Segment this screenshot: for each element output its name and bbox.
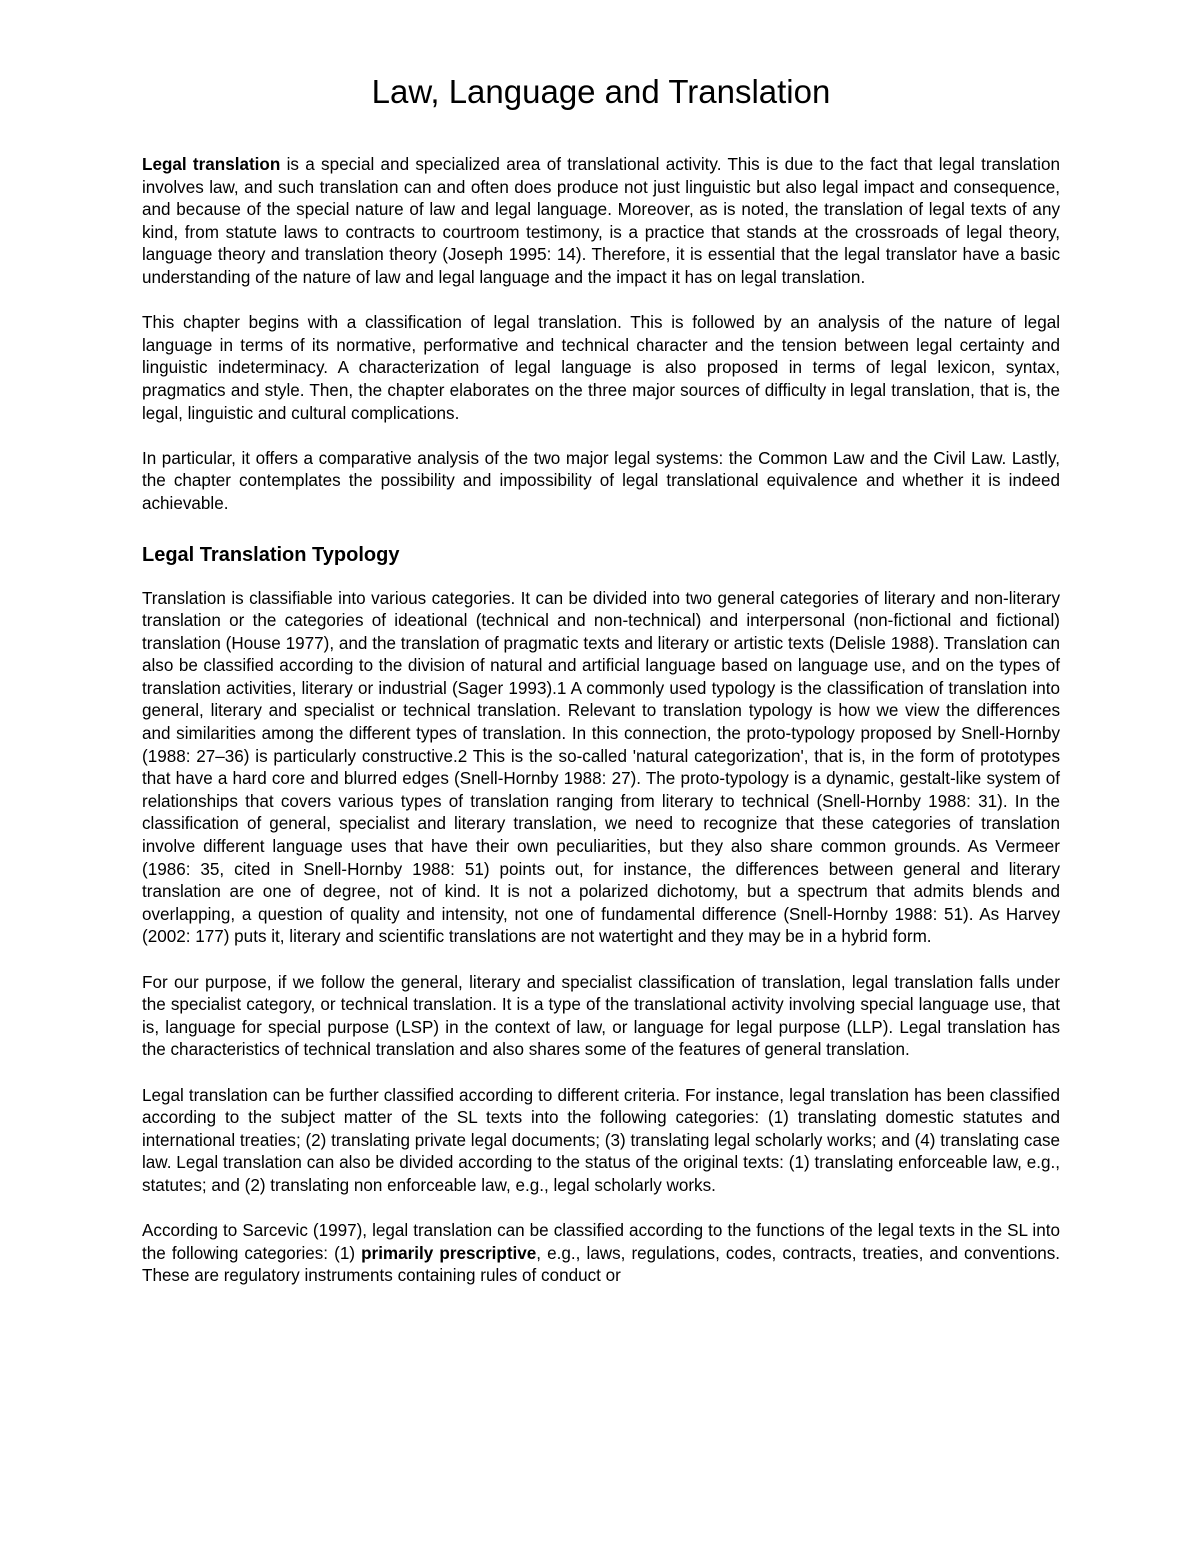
paragraph-sarcevic [142, 1220, 1060, 1288]
bold-term-primarily-prescriptive: primarily prescriptive [361, 1243, 537, 1263]
paragraph-chapter-overview: This chapter begins with a classification of legal translation. This is followed by an analysis of the nature of legal language in terms of its normative, performative and technical character and the tension between legal certainty and linguistic indeterminacy. A characterization of legal language is also proposed in terms of legal lexicon, syntax, pragmatics and style. Then, the chapter elaborates on the three major sources of difficulty in legal translation, that is, the legal, linguistic and cultural complications. [142, 313, 1060, 423]
bold-term-legal-translation: Legal translation [142, 155, 281, 174]
paragraph-comparative-analysis: In particular, it offers a comparative analysis of the two major legal systems: the Common Law and the Civil Law. Lastly, the chapter contemplates the possibility and impossibility of legal translational equivalence and whether it is indeed achievable. [142, 448, 1060, 513]
paragraph-typology: Translation is classifiable into various categories. It can be divided into two general categories of literary and non-literary translation or the categories of ideational (technical and non-technical) and interpersonal (non-fictional and fictional) translation (House 1977), and the translation of pragmatic texts and literary or artistic texts (Delisle 1988). Translation can also be classified according to the division of natural and artificial language based on language use, and on the types of translation activities, literary or industrial (Sager 1993).1 A commonly used typology is the classification of translation into general, literary and specialist or technical translation. Relevant to translation typology is how we view the differences and similarities among the different types of translation. In this connection, the proto-typology proposed by Snell-Hornby (1988: 27–36) is particularly constructive.2 This is the so-called 'natural categorization', that is, in the form of prototypes that have a hard core and blurred edges (Snell-Hornby 1988: 27). The proto-typology is a dynamic, gestalt-like system of relationships that covers various types of translation ranging from literary to technical (Snell-Hornby 1988: 31). In the classification of general, specialist and literary translation, we need to recognize that these categories of translation involve different language uses that have their own peculiarities, but they also share common grounds. As Vermeer (1986: 35, cited in Snell-Hornby 1988: 51) points out, for instance, the differences between general and literary translation are one of degree, not of kind. It is not a polarized dichotomy, but a spectrum that admits blends and overlapping, a question of quality and intensity, not one of fundamental difference (Snell-Hornby 1988: 51). As Harvey (2002: 177) puts it, literary and scientific translations are not watertight and they may be in a hybrid form. [142, 588, 1060, 947]
paragraph-intro [142, 154, 1060, 290]
document-page [142, 70, 1060, 1311]
document-title: Law, Language and Translation [371, 73, 831, 110]
paragraph-purpose: For our purpose, if we follow the general, literary and specialist classification of translation, legal translation falls under the specialist category, or technical translation. It is a type of the translational activity involving special language use, that is, language for special purpose (LSP) in the context of law, or language for legal purpose (LLP). Legal translation has the characteristics of technical translation and also shares some of the features of general translation. [142, 972, 1060, 1060]
paragraph-criteria: Legal translation can be further classified according to different criteria. For instance, legal translation has been classified according to the subject matter of the SL texts into the following categories: (1) translating domestic statutes and international treaties; (2) translating private legal documents; (3) translating legal scholarly works; and (4) translating case law. Legal translation can also be divided according to the status of the original texts: (1) translating enforceable law, e.g., statutes; and (2) translating non enforceable law, e.g., legal scholarly works. [142, 1085, 1060, 1195]
paragraph-intro-text: is a special and specialized area of translational activity. This is due to the fact that legal translation involves law, and such translation can and often does produce not just linguistic but also legal impact and consequence, and because of the special nature of law and legal language. Moreover, as is noted, the translation of legal texts of any kind, from statute laws to contracts to courtroom testimony, is a practice that stands at the crossroads of legal theory, language theory and translation theory (Joseph 1995: 14). Therefore, it is essential that the legal translator have a basic understanding of the nature of law and legal language and the impact it has on legal translation. [142, 155, 1060, 287]
paragraph-sarcevic-text-end: , e.g., laws, regulations, codes, contracts, treaties, and conventions. These are regulatory instruments containing rules of conduct or [142, 1243, 1061, 1286]
section-heading: Legal Translation Typology [142, 543, 400, 566]
paragraph-sarcevic-text-start: According to Sarcevic (1997), legal translation can be classified according to the functions of the legal texts in the SL into the following categories: (1) [142, 1221, 1060, 1263]
